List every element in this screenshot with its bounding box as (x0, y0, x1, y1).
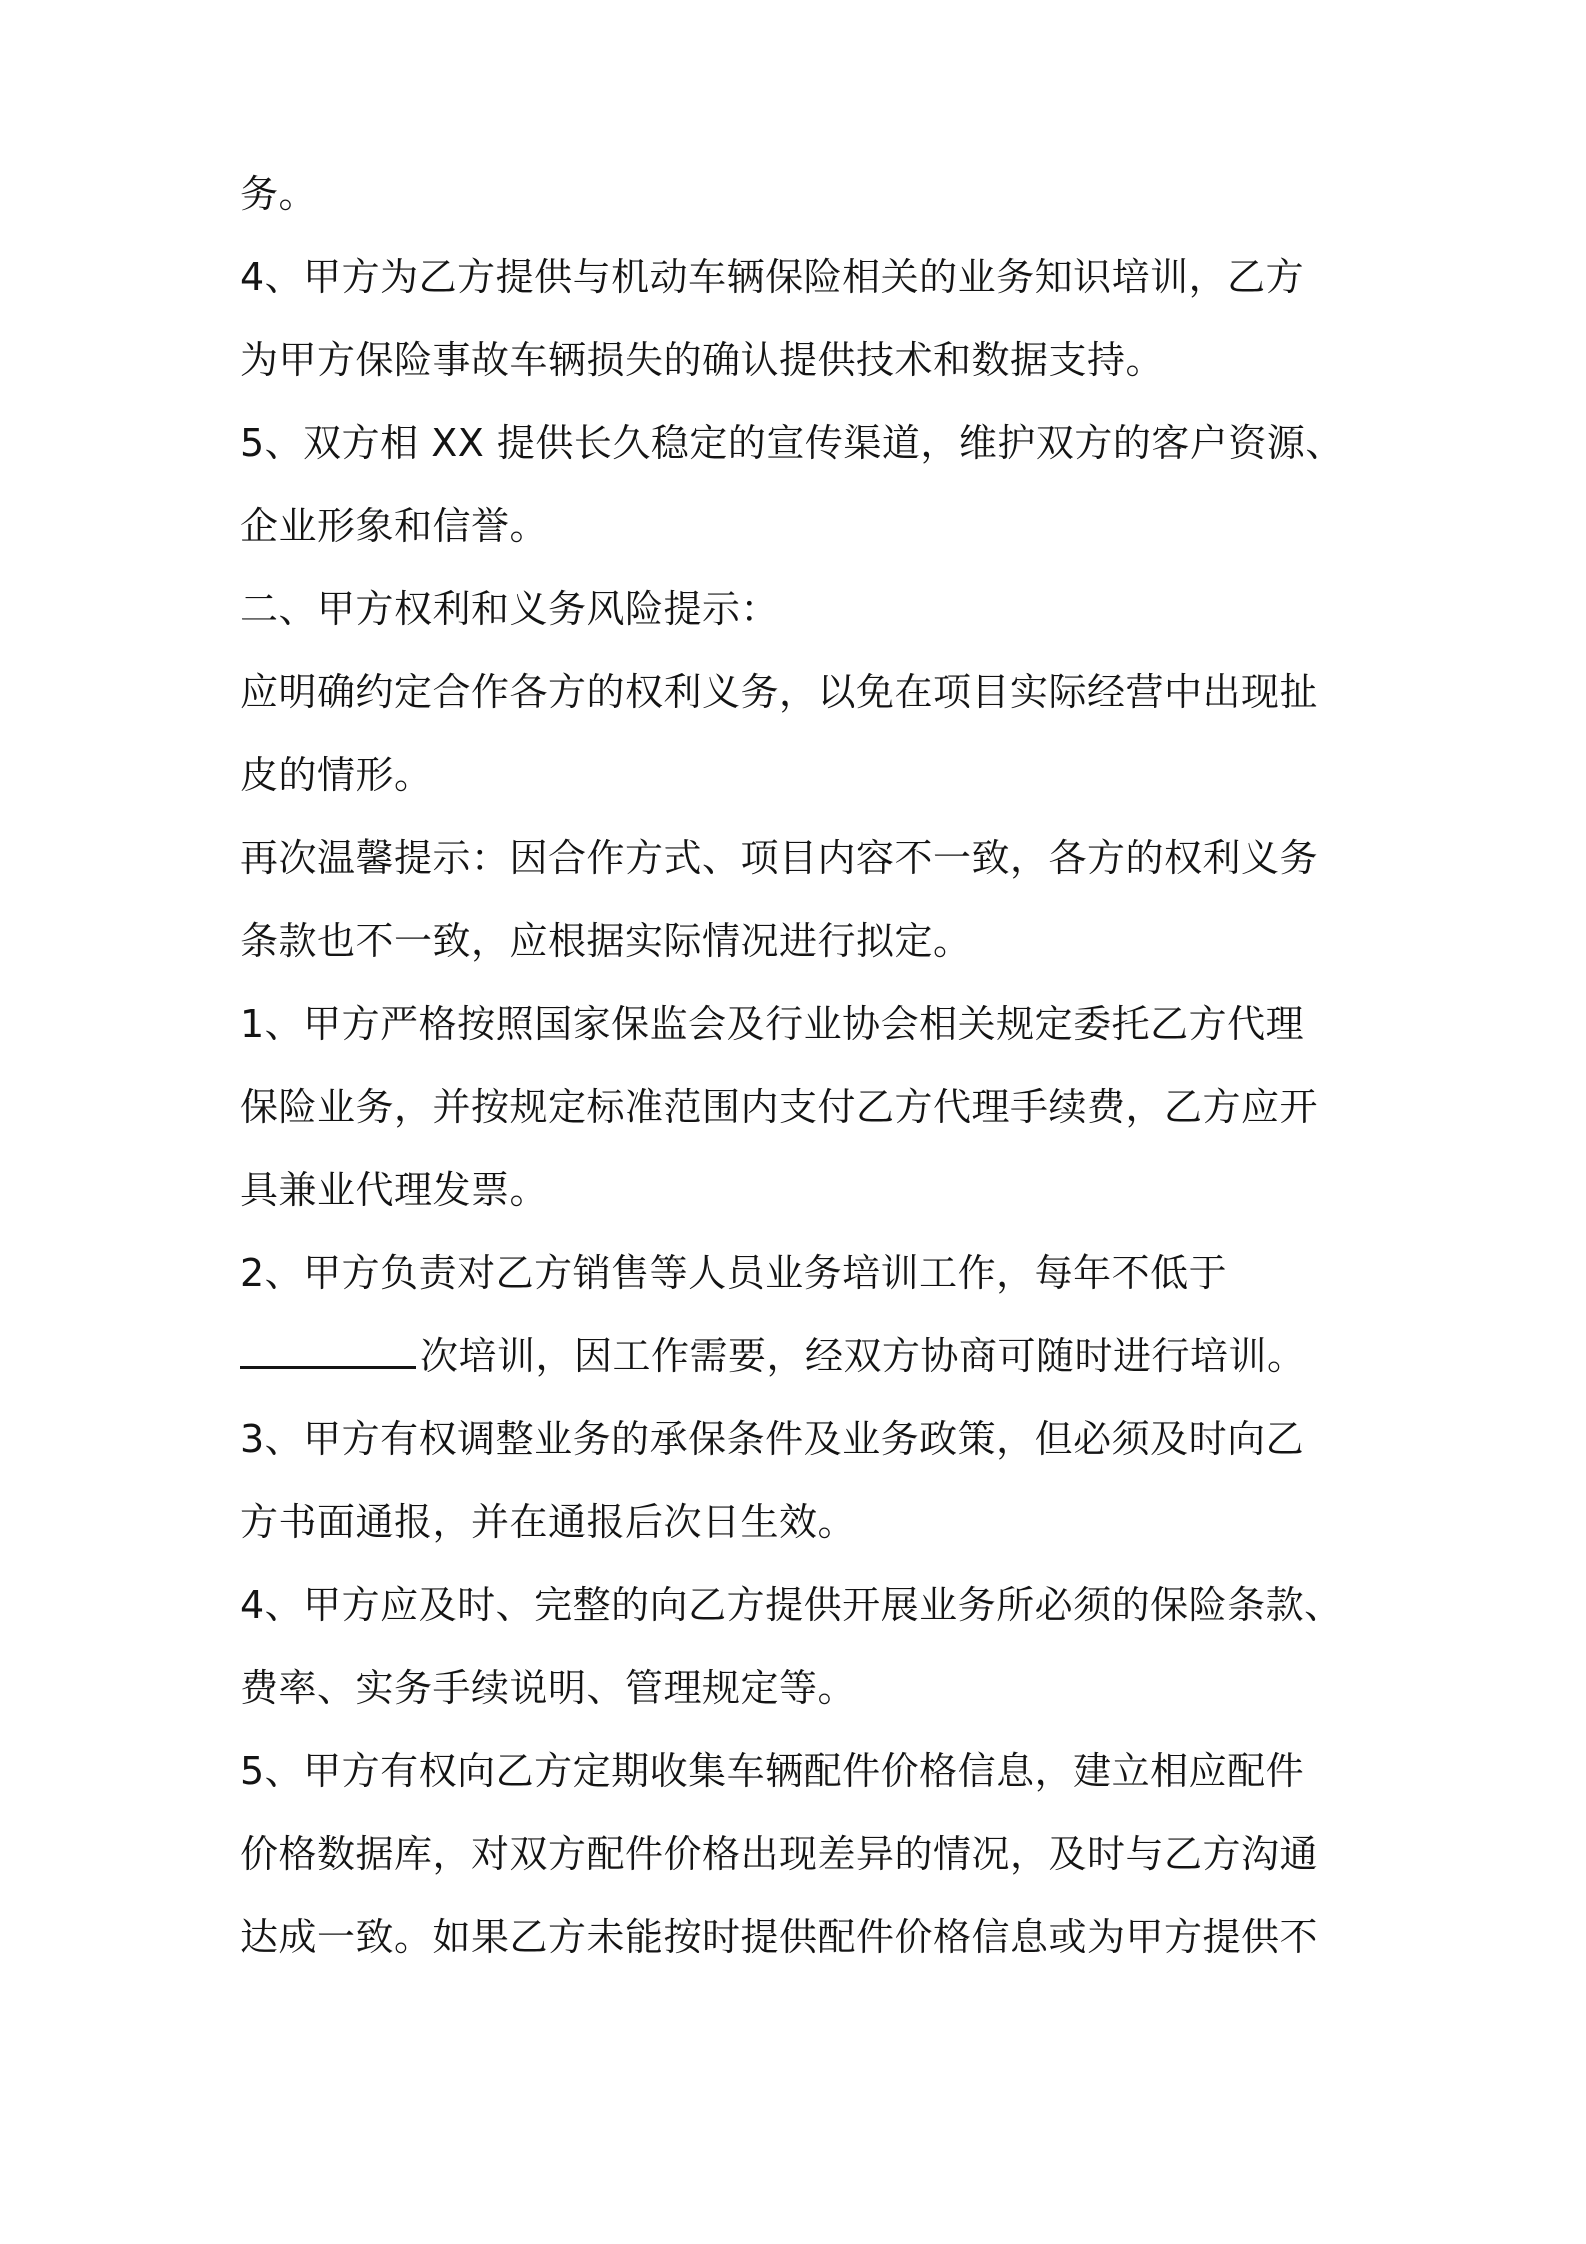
text-line: 具兼业代理发票。 (240, 1168, 549, 1212)
text-line: 1、甲方严格按照国家保监会及行业协会相关规定委托乙方代理 (240, 1002, 1305, 1046)
text-line: 为甲方保险事故车辆损失的确认提供技术和数据支持。 (240, 338, 1165, 382)
text-line: 价格数据库，对双方配件价格出现差异的情况，及时与乙方沟通 (240, 1832, 1319, 1876)
text-line: 4、甲方为乙方提供与机动车辆保险相关的业务知识培训，乙方 (240, 255, 1305, 299)
text-line: 5、双方相 XX 提供长久稳定的宣传渠道，维护双方的客户资源、 (240, 421, 1344, 465)
text-line: 再次温馨提示：因合作方式、项目内容不一致，各方的权利义务 (240, 836, 1319, 880)
text-line: 务。 (240, 172, 318, 216)
text-line: 皮的情形。 (240, 753, 433, 797)
fill-in-blank[interactable] (240, 1332, 416, 1369)
text-line: 费率、实务手续说明、管理规定等。 (240, 1666, 857, 1710)
text-line: 保险业务，并按规定标准范围内支付乙方代理手续费，乙方应开 (240, 1085, 1319, 1129)
text-line: 5、甲方有权向乙方定期收集车辆配件价格信息，建立相应配件 (240, 1749, 1305, 1793)
text-line: 企业形象和信誉。 (240, 504, 549, 548)
text-line-rest: 次培训，因工作需要，经双方协商可随时进行培训。 (420, 1334, 1306, 1378)
text-line: 方书面通报，并在通报后次日生效。 (240, 1500, 857, 1544)
text-line: 应明确约定合作各方的权利义务，以免在项目实际经营中出现扯 (240, 670, 1319, 714)
text-line-with-blank (240, 1332, 1306, 1380)
text-line: 条款也不一致，应根据实际情况进行拟定。 (240, 919, 972, 963)
section-heading: 二、甲方权利和义务风险提示： (240, 587, 780, 631)
text-line: 4、甲方应及时、完整的向乙方提供开展业务所必须的保险条款、 (240, 1583, 1343, 1627)
text-line: 达成一致。如果乙方未能按时提供配件价格信息或为甲方提供不 (240, 1915, 1319, 1959)
text-line: 2、甲方负责对乙方销售等人员业务培训工作，每年不低于 (240, 1251, 1228, 1295)
text-line: 3、甲方有权调整业务的承保条件及业务政策，但必须及时向乙 (240, 1417, 1305, 1461)
